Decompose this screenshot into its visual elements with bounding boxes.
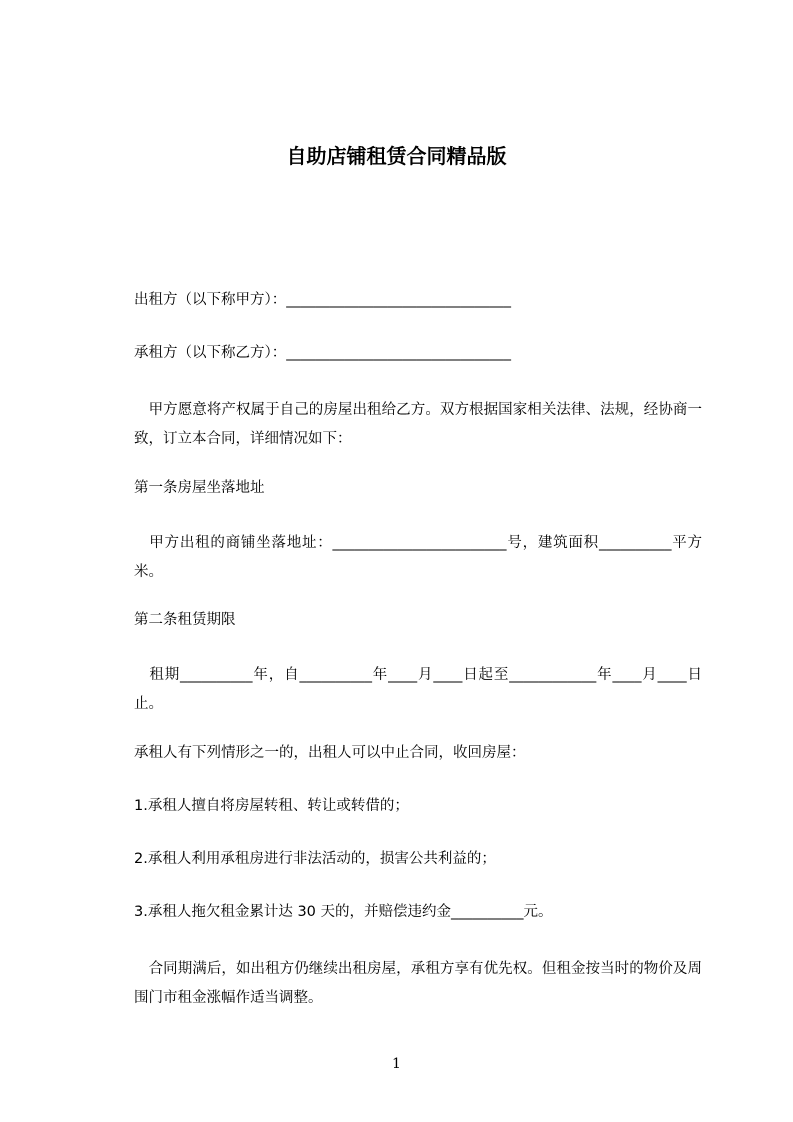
clause-2: 2.承租人利用承租房进行非法活动的，损害公共利益的；	[134, 851, 496, 867]
clause-3: 3.承租人拖欠租金累计达 30 天的，并赔偿违约金__________元。	[134, 904, 553, 920]
article1-heading: 第一条房屋坐落地址	[134, 480, 265, 496]
termination-intro: 承租人有下列情形之一的，出租人可以中止合同，收回房屋：	[134, 745, 526, 761]
document-title: 自助店铺租赁合同精品版	[286, 144, 507, 168]
renewal-paragraph: 合同期满后，如出租方仍继续出租房屋，承租方享有优先权。但租金按当时的物价及周围门市租金涨幅作适当调整。	[134, 961, 702, 1006]
article2-text: 租期__________年，自__________年____月____日起至____________年____月____日止。	[134, 667, 702, 712]
lessee-line: 承租方（以下称乙方）：_______________________________	[134, 345, 511, 361]
article2-heading: 第二条租赁期限	[134, 612, 236, 628]
intro-paragraph: 甲方愿意将产权属于自己的房屋出租给乙方。双方根据国家相关法律、法规，经协商一致，订立本合同，详细情况如下：	[134, 402, 702, 447]
clause-1: 1.承租人擅自将房屋转租、转让或转借的；	[134, 798, 409, 814]
lessor-line: 出租方（以下称甲方）：_______________________________	[134, 292, 511, 308]
page-number: 1	[392, 1056, 401, 1072]
article1-text: 甲方出租的商铺坐落地址：________________________号，建筑面积__________平方米。	[134, 535, 702, 580]
